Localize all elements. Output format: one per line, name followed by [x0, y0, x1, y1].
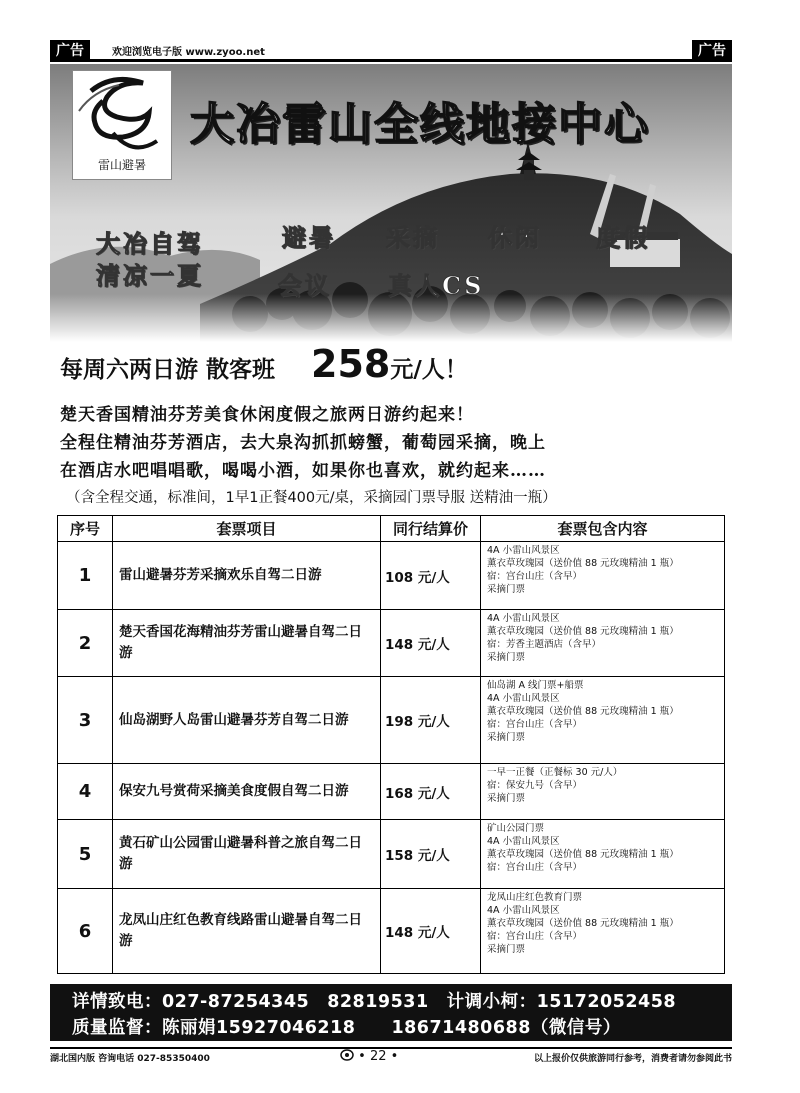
table-row: [58, 677, 725, 764]
table-row: [58, 542, 725, 610]
include-line: 4A 小雷山风景区: [487, 836, 560, 847]
price-headline: [60, 342, 468, 388]
include-line: 宿：宫台山庄（含早）: [487, 862, 583, 873]
row-name: 黄石矿山公园雷山避暑科普之旅自驾二日游: [113, 820, 381, 889]
footer: [50, 1047, 732, 1063]
site-text[interactable]: 欢迎浏览电子版 www.zyoo.net: [112, 47, 265, 58]
include-line: 采摘门票: [487, 584, 526, 595]
header-incl: 套票包含内容: [481, 516, 725, 542]
headline-text: 每周六两日游 散客班: [60, 357, 276, 383]
include-line: 龙凤山庄红色教育门票: [487, 892, 583, 903]
slogan-line-2: 清凉一夏: [96, 261, 204, 290]
header-num: 序号: [58, 516, 113, 542]
banner-title: 大冶雷山全线地接中心: [190, 99, 650, 150]
row-num: 4: [58, 764, 113, 820]
include-line: 宿：芳香主题酒店（含早）: [487, 639, 602, 650]
table-row: [58, 889, 725, 974]
logo-caption: 雷山避暑: [97, 158, 146, 172]
slogan-item-3: 休闲: [488, 223, 542, 252]
contact-line-phone: 详情致电：027-87254345 82819531 计调小柯：15172052458: [72, 992, 677, 1012]
footer-left: 湖北国内版 咨询电话 027-85350400: [50, 1054, 210, 1064]
row-name: 龙凤山庄红色教育线路雷山避暑自驾二日游: [113, 889, 381, 974]
row-price: 168 元/人: [381, 764, 481, 820]
row-name: 楚天香国花海精油芬芳雷山避暑自驾二日游: [113, 610, 381, 677]
row-name: 雷山避暑芬芳采摘欢乐自驾二日游: [113, 542, 381, 610]
row-num: 2: [58, 610, 113, 677]
ad-tag-left: 广告: [50, 40, 90, 62]
page-number: [340, 1049, 398, 1064]
headline-unit: 元/人！: [390, 357, 468, 383]
include-line: 薰衣草玫瑰园（送价值 88 元玫瑰精油 1 瓶）: [487, 626, 679, 637]
header-item: 套票项目: [113, 516, 381, 542]
include-line: 宿：宫台山庄（含早）: [487, 571, 583, 582]
slogan-line-1: 大冶自驾: [96, 229, 204, 258]
row-name: 保安九号赏荷采摘美食度假自驾二日游: [113, 764, 381, 820]
include-line: 薰衣草玫瑰园（送价值 88 元玫瑰精油 1 瓶）: [487, 706, 679, 717]
contact-line-supervision: 质量监督：陈丽娟15927046218 18671480688（微信号）: [72, 1018, 621, 1038]
slogan-item-4: 度假: [596, 223, 650, 252]
publication-mark-icon: [340, 1049, 354, 1061]
row-includes: [481, 820, 725, 889]
include-line: 一早一正餐（正餐标 30 元/人）: [487, 767, 623, 778]
slogan-item-1: 避暑: [282, 223, 336, 252]
table-header-row: [58, 516, 725, 542]
ad-tag-right: 广告: [692, 40, 732, 62]
table-row: [58, 820, 725, 889]
row-name: 仙岛湖野人岛雷山避暑芬芳自驾二日游: [113, 677, 381, 764]
include-line: 薰衣草玫瑰园（送价值 88 元玫瑰精油 1 瓶）: [487, 849, 679, 860]
page-number-text: • 22 •: [358, 1049, 399, 1064]
header-price: 同行结算价: [381, 516, 481, 542]
row-includes: [481, 542, 725, 610]
intro-note: （含全程交通，标准间，1早1正餐400元/桌，采摘园门票导服 送精油一瓶）: [66, 490, 557, 506]
include-line: 仙岛湖 A 线门票+船票: [487, 680, 584, 691]
slogan-item-5: 会议: [278, 271, 332, 300]
row-price: 108 元/人: [381, 542, 481, 610]
intro-line-1: 楚天香国精油芬芳美食休闲度假之旅两日游约起来！: [60, 405, 474, 425]
row-num: 1: [58, 542, 113, 610]
row-price: 198 元/人: [381, 677, 481, 764]
include-line: 薰衣草玫瑰园（送价值 88 元玫瑰精油 1 瓶）: [487, 918, 679, 929]
include-line: 4A 小雷山风景区: [487, 545, 560, 556]
headline-price: 258: [311, 342, 391, 386]
row-includes: [481, 610, 725, 677]
package-table: [57, 515, 725, 974]
row-num: 3: [58, 677, 113, 764]
row-includes: [481, 889, 725, 974]
logo: [72, 70, 172, 180]
include-line: 宿：宫台山庄（含早）: [487, 931, 583, 942]
include-line: 采摘门票: [487, 652, 526, 663]
include-line: 4A 小雷山风景区: [487, 613, 560, 624]
row-includes: [481, 677, 725, 764]
row-num: 6: [58, 889, 113, 974]
include-line: 矿山公园门票: [487, 823, 545, 834]
table-row: [58, 610, 725, 677]
include-line: 采摘门票: [487, 793, 526, 804]
row-includes: [481, 764, 725, 820]
row-price: 158 元/人: [381, 820, 481, 889]
include-line: 采摘门票: [487, 944, 526, 955]
include-line: 4A 小雷山风景区: [487, 693, 560, 704]
logo-swirl-icon: [73, 71, 171, 161]
include-line: 宿：宫台山庄（含早）: [487, 719, 583, 730]
row-num: 5: [58, 820, 113, 889]
table-row: [58, 764, 725, 820]
banner: [50, 64, 732, 342]
include-line: 宿：保安九号（含早）: [487, 780, 583, 791]
slogan-item-6: 真人CS: [388, 271, 485, 300]
include-line: 4A 小雷山风景区: [487, 905, 560, 916]
row-price: 148 元/人: [381, 889, 481, 974]
row-price: 148 元/人: [381, 610, 481, 677]
slogan-item-2: 采摘: [386, 223, 440, 252]
include-line: 采摘门票: [487, 732, 526, 743]
footer-right: 以上报价仅供旅游同行参考，消费者请勿参阅此书: [533, 1054, 732, 1064]
top-bar: [50, 40, 732, 62]
intro-line-2: 全程住精油芬芳酒店，去大泉沟抓抓螃蟹，葡萄园采摘，晚上: [60, 433, 546, 453]
include-line: 薰衣草玫瑰园（送价值 88 元玫瑰精油 1 瓶）: [487, 558, 679, 569]
intro-line-3: 在酒店水吧唱唱歌，喝喝小酒，如果你也喜欢，就约起来……: [60, 461, 546, 481]
contact-strip: [50, 984, 732, 1041]
